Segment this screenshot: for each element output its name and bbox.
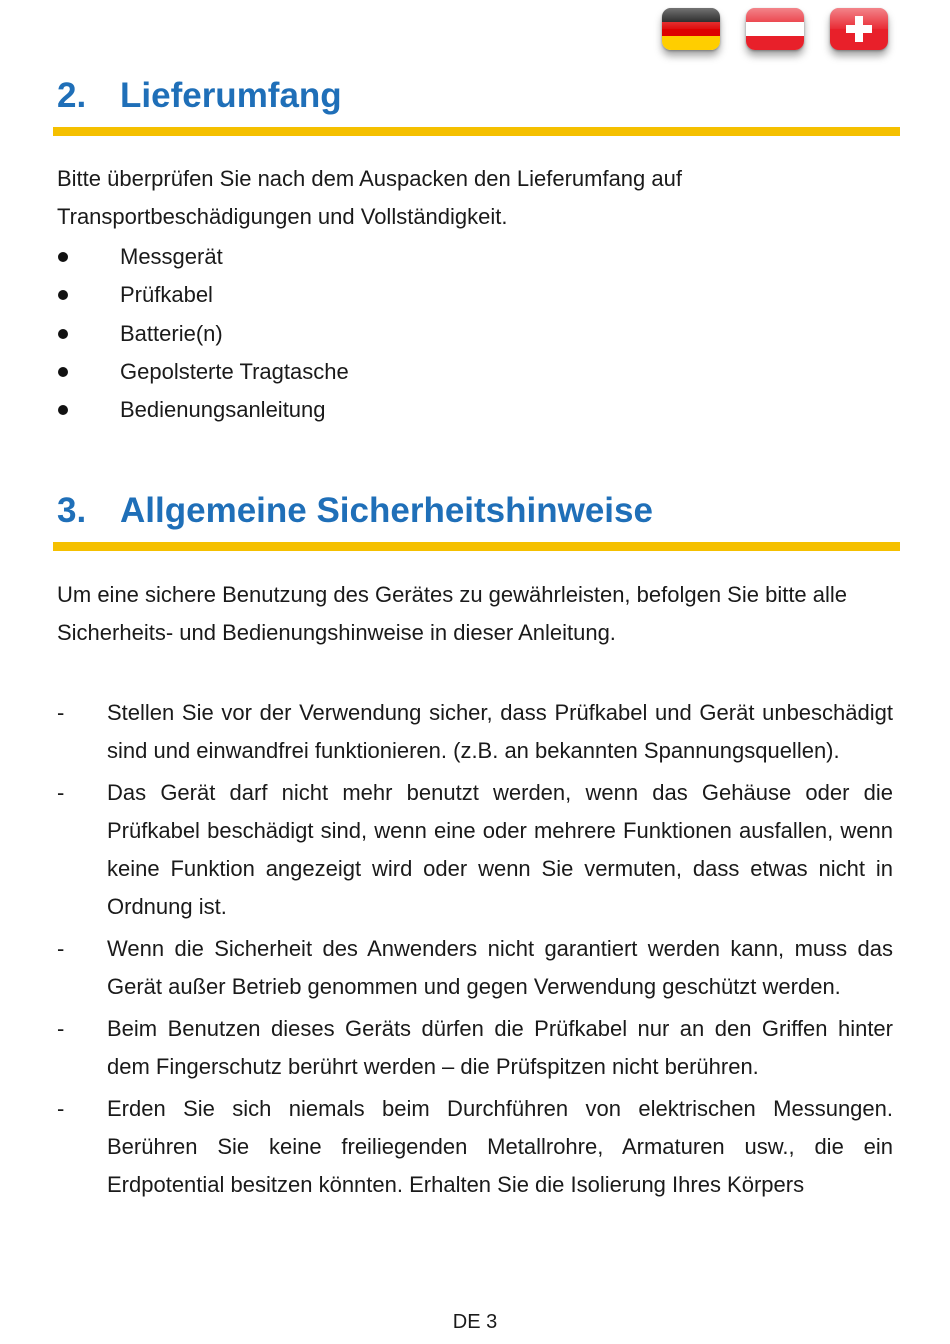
at-red-stripe-top [746, 8, 804, 22]
list-item: Prüfkabel [57, 276, 349, 314]
de-gold-stripe [662, 36, 720, 50]
germany-flag-icon[interactable] [662, 8, 720, 50]
bullet-icon [58, 367, 68, 377]
section-2-rule [53, 127, 900, 136]
section-2-intro: Bitte überprüfen Sie nach dem Auspacken den Lieferumfang auf Transportbeschädigungen und Vollständigkeit. [57, 166, 682, 229]
list-item: Gepolsterte Tragtasche [57, 353, 349, 391]
section-3-number: 3. [57, 491, 87, 530]
bullet-icon [58, 405, 68, 415]
section-2-title: Lieferumfang [120, 76, 342, 115]
list-item: - Das Gerät darf nicht mehr benutzt werden, wenn das Gehäuse oder die Prüfkabel beschädigt sind, wenn eine oder mehrere Funktionen ausfallen, wenn keine Funktion angezeigt wird oder wenn Sie vermuten, dass etwas nicht in Ordnung ist. [57, 780, 893, 919]
list-item: Bedienungsanleitung [57, 391, 349, 429]
page-number: DE 3 [452, 1311, 498, 1333]
section-3-title: Allgemeine Sicherheitshinweise [120, 491, 653, 530]
section-3-rule [53, 542, 900, 551]
at-white-stripe [746, 22, 804, 36]
list-item: - Stellen Sie vor der Verwendung sicher, dass Prüfkabel und Gerät unbeschädigt sind und einwandfrei funktionieren. (z.B. an bekannten Spannungsquellen). [57, 700, 893, 763]
safety-notes-list [57, 694, 893, 1208]
bullet-icon [58, 329, 68, 339]
swiss-cross-icon [846, 16, 872, 42]
section-2-heading [57, 74, 342, 118]
list-item: - Wenn die Sicherheit des Anwenders nicht garantiert werden kann, muss das Gerät außer Betrieb genommen und gegen Verwendung geschützt werden. [57, 936, 893, 999]
delivery-items-list [57, 238, 349, 429]
switzerland-flag-icon[interactable] [830, 8, 888, 50]
de-black-stripe [662, 8, 720, 22]
austria-flag-icon[interactable] [746, 8, 804, 50]
bullet-icon [58, 252, 68, 262]
bullet-icon [58, 290, 68, 300]
list-item: - Beim Benutzen dieses Geräts dürfen die Prüfkabel nur an den Griffen hinter dem Fingerschutz berührt werden – die Prüfspitzen nicht berühren. [57, 1016, 893, 1079]
section-3-intro: Um eine sichere Benutzung des Gerätes zu gewährleisten, befolgen Sie bitte alle Sicherheits- und Bedienungshinweise in dieser Anleitung. [57, 582, 848, 645]
language-flags [662, 8, 888, 50]
list-item: Batterie(n) [57, 315, 349, 353]
list-item: - Erden Sie sich niemals beim Durchführen von elektrischen Messungen. Berühren Sie keine freiliegenden Metallrohre, Armaturen usw., die ein Erdpotential besitzen könnten. Erhalten Sie die Isolierung Ihres Körpers [57, 1096, 893, 1197]
at-red-stripe-bottom [746, 36, 804, 50]
section-3-heading [57, 489, 653, 533]
list-item: Messgerät [57, 238, 349, 276]
section-2-number: 2. [57, 76, 87, 115]
de-red-stripe [662, 22, 720, 36]
